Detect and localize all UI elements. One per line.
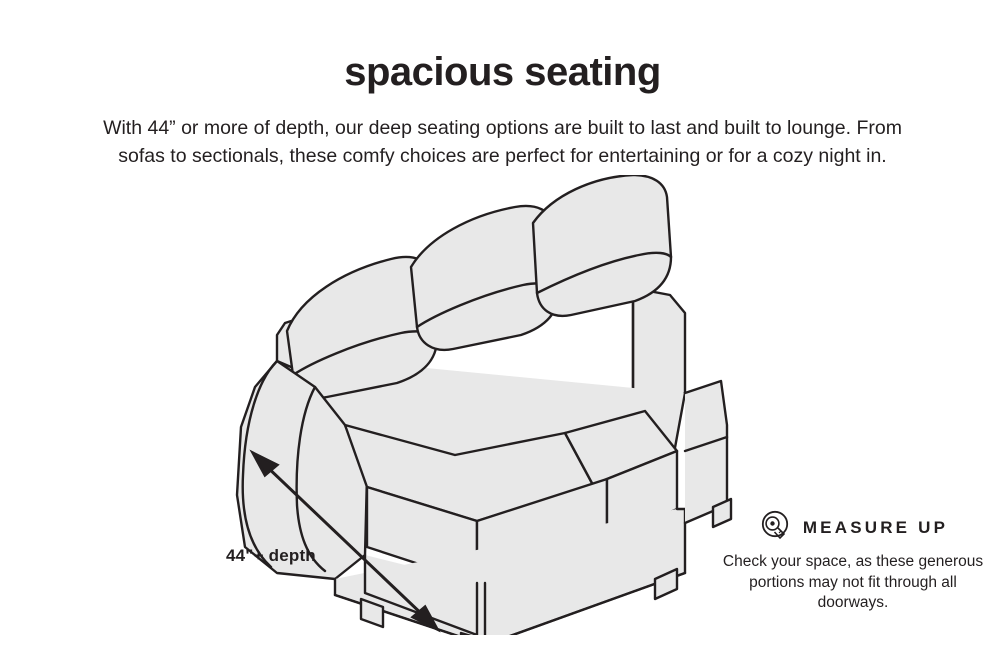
deep-seated-sofa-illustration xyxy=(215,175,790,635)
description-text: With 44” or more of depth, our deep seating options are built to last and built to lounge. From sofas to sectionals, these comfy choices are perfect for entertaining or for a cozy night in. xyxy=(103,117,902,167)
depth-dimension-label: 44"+ depth xyxy=(226,546,316,565)
tape-measure-icon xyxy=(758,509,792,548)
measure-up-note: Check your space, as these generous portions may not fit through all doorways. xyxy=(722,553,984,612)
measure-up-header xyxy=(722,508,984,548)
measure-up-title: MEASURE UP xyxy=(802,518,949,537)
measure-up-block xyxy=(722,508,984,614)
page-title: spacious seating xyxy=(344,50,661,94)
